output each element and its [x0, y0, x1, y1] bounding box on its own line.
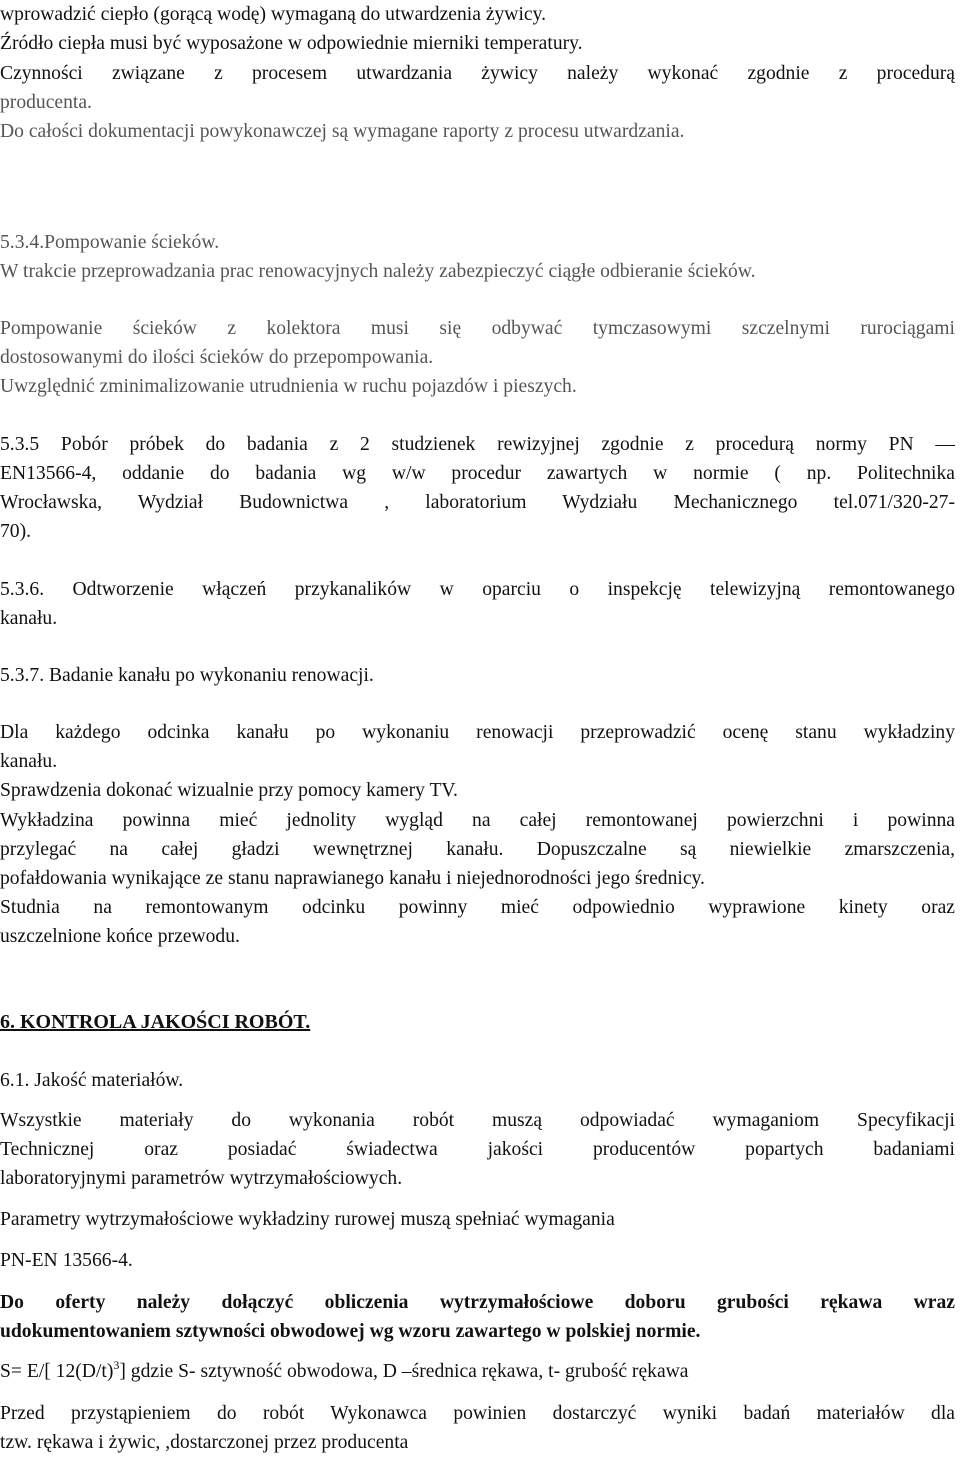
- section-heading: 5.3.5 Pobór próbek do badania z 2 studzienek rewizyjnej zgodnie z procedurą normy PN —: [0, 434, 955, 455]
- text-line: kanału.: [0, 751, 58, 772]
- text-line: uszczelnione końce przewodu.: [0, 926, 240, 947]
- text-line: Czynności związane z procesem utwardzania żywicy należy wykonać zgodnie z procedurą: [0, 63, 955, 84]
- text-line: pofałdowania wynikające ze stanu naprawianego kanału i niejednorodności jego średnicy.: [0, 868, 705, 889]
- formula-start: S= E/[ 12(D/t): [0, 1361, 114, 1382]
- section-heading: 6.1. Jakość materiałów.: [0, 1070, 184, 1091]
- text-line: Parametry wytrzymałościowe wykładziny rurowej muszą spełniać wymagania: [0, 1209, 615, 1230]
- text-line: 70).: [0, 521, 32, 542]
- text-line: Pompowanie ścieków z kolektora musi się odbywać tymczasowymi szczelnymi rurociągami: [0, 318, 955, 339]
- formula-exponent: 3: [113, 1358, 120, 1372]
- text-line: Wrocławska, Wydział Budownictwa , laboratorium Wydziału Mechanicznego tel.071/320-27-: [0, 492, 955, 513]
- text-line: dostosowanymi do ilości ścieków do przepompowania.: [0, 347, 434, 368]
- chapter-title: 6. KONTROLA JAKOŚCI ROBÓT.: [0, 1011, 311, 1033]
- text-line: Technicznej oraz posiadać świadectwa jakości producentów popartych badaniami: [0, 1139, 955, 1160]
- text-line: Źródło ciepła musi być wyposażone w odpowiednie mierniki temperatury.: [0, 33, 583, 54]
- text-line: Przed przystąpieniem do robót Wykonawca powinien dostarczyć wyniki badań materiałów dla: [0, 1403, 955, 1424]
- formula-rest: ] gdzie S- sztywność obwodowa, D –średnica rękawa, t- grubość rękawa: [119, 1361, 689, 1382]
- bold-text-line: Do oferty należy dołączyć obliczenia wytrzymałościowe doboru grubości rękawa wraz: [0, 1292, 955, 1313]
- text-line: W trakcie przeprowadzania prac renowacyjnych należy zabezpieczyć ciągłe odbieranie ścieków.: [0, 261, 756, 282]
- text-line: Sprawdzenia dokonać wizualnie przy pomocy kamery TV.: [0, 780, 458, 801]
- text-line: PN-EN 13566-4.: [0, 1250, 133, 1271]
- text-line: EN13566-4, oddanie do badania wg w/w procedur zawartych w normie ( np. Politechnika: [0, 463, 955, 484]
- section-heading: 5.3.6. Odtworzenie włączeń przykanalików w oparciu o inspekcję telewizyjną remontowanego: [0, 579, 955, 600]
- text-line: Wykładzina powinna mieć jednolity wygląd na całej remontowanej powierzchni i powinna: [0, 810, 955, 831]
- text-line: kanału.: [0, 608, 58, 629]
- formula-line: [0, 1357, 689, 1387]
- text-line: producenta.: [0, 92, 92, 113]
- text-line: Wszystkie materiały do wykonania robót muszą odpowiadać wymaganiom Specyfikacji: [0, 1110, 955, 1131]
- bold-text-line: udokumentowaniem sztywności obwodowej wg wzoru zawartego w polskiej normie.: [0, 1321, 701, 1342]
- text-line: przylegać na całej gładzi wewnętrznej kanału. Dopuszczalne są niewielkie zmarszczenia,: [0, 839, 955, 860]
- text-line: tzw. rękawa i żywic, ,dostarczonej przez producenta: [0, 1432, 409, 1453]
- text-line: Studnia na remontowanym odcinku powinny mieć odpowiednio wyprawione kinety oraz: [0, 897, 955, 918]
- section-heading: 5.3.4.Pompowanie ścieków.: [0, 232, 220, 253]
- section-heading: 5.3.7. Badanie kanału po wykonaniu renowacji.: [0, 665, 374, 686]
- text-line: Do całości dokumentacji powykonawczej są wymagane raporty z procesu utwardzania.: [0, 121, 685, 142]
- text-line: wprowadzić ciepło (gorącą wodę) wymaganą do utwardzenia żywicy.: [0, 4, 547, 25]
- text-line: Uwzględnić zminimalizowanie utrudnienia w ruchu pojazdów i pieszych.: [0, 376, 577, 397]
- text-line: Dla każdego odcinka kanału po wykonaniu renowacji przeprowadzić ocenę stanu wykładziny: [0, 722, 955, 743]
- text-line: laboratoryjnymi parametrów wytrzymałościowych.: [0, 1168, 403, 1189]
